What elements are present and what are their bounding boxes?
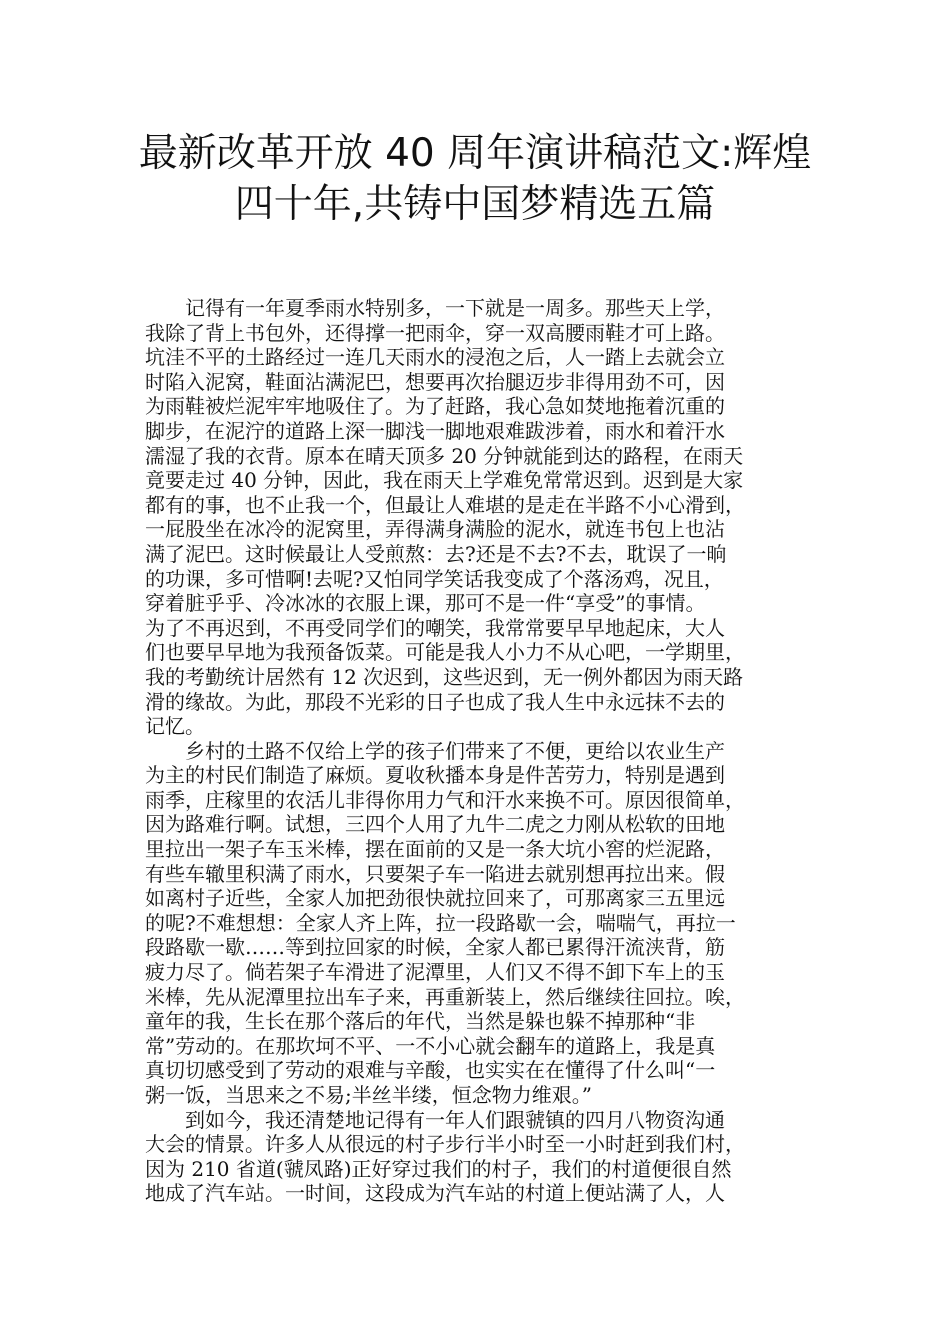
paragraph-1 bbox=[145, 296, 805, 739]
text-line: 真切切感受到了劳动的艰难与辛酸，也实实在在懂得了什么叫“一 bbox=[145, 1058, 716, 1083]
text-line: 童年的我，生长在那个落后的年代，当然是躲也躲不掉那种“非 bbox=[145, 1009, 696, 1034]
text-line: 大会的情景。许多人从很远的村子步行半小时至一小时赶到我们村， bbox=[145, 1132, 745, 1157]
text-line: 穿着脏乎乎、冷冰冰的衣服上课，那可不是一件“享受”的事情。 bbox=[145, 591, 706, 616]
text-line: 坑洼不平的土路经过一连几天雨水的浸泡之后，人一踏上去就会立 bbox=[145, 345, 725, 370]
document-body bbox=[145, 296, 805, 1206]
text-line: 有些车辙里积满了雨水，只要架子车一陷进去就别想再拉出来。假 bbox=[145, 861, 725, 886]
text-line: 时陷入泥窝，鞋面沾满泥巴，想要再次抬腿迈步非得用劲不可，因 bbox=[145, 369, 725, 394]
text-line: 因为 210 省道(虢凤路)正好穿过我们的村子，我们的村道便很自然 bbox=[145, 1156, 732, 1181]
title-line-2: 四十年,共铸中国梦精选五篇 bbox=[234, 182, 716, 227]
text-line: 我的考勤统计居然有 12 次迟到，这些迟到，无一例外都因为雨天路 bbox=[145, 664, 744, 689]
text-line: 为了不再迟到，不再受同学们的嘲笑，我常常要早早地起床，大人 bbox=[145, 615, 725, 640]
text-line: 的功课，多可惜啊!去呢?又怕同学笑话我变成了个落汤鸡，况且， bbox=[145, 566, 724, 591]
text-line: 们也要早早地为我预备饭菜。可能是我人小力不从心吧，一学期里， bbox=[145, 640, 745, 665]
text-line: 米棒，先从泥潭里拉出车子来，再重新装上，然后继续往回拉。唉， bbox=[145, 984, 745, 1009]
text-line: 一屁股坐在冰冷的泥窝里，弄得满身满脸的泥水，就连书包上也沾 bbox=[145, 517, 725, 542]
text-line: 到如今，我还清楚地记得有一年人们跟虢镇的四月八物资沟通 bbox=[145, 1107, 725, 1132]
title-line-1: 最新改革开放 40 周年演讲稿范文:辉煌 bbox=[138, 131, 812, 176]
text-line: 因为路难行啊。试想，三四个人用了九牛二虎之力刚从松软的田地 bbox=[145, 812, 725, 837]
text-line: 我除了背上书包外，还得撑一把雨伞，穿一双高腰雨鞋才可上路。 bbox=[145, 320, 725, 345]
text-line: 疲力尽了。倘若架子车滑进了泥潭里，人们又不得不卸下车上的玉 bbox=[145, 960, 725, 985]
text-line: 里拉出一架子车玉米棒，摆在面前的又是一条大坑小窖的烂泥路， bbox=[145, 837, 725, 862]
text-line: 滑的缘故。为此，那段不光彩的日子也成了我人生中永远抹不去的 bbox=[145, 689, 725, 714]
text-line: 濡湿了我的衣背。原本在晴天顶多 20 分钟就能到达的路程，在雨天 bbox=[145, 443, 744, 468]
text-line: 雨季，庄稼里的农活儿非得你用力气和汗水来换不可。原因很简单， bbox=[145, 787, 745, 812]
paragraph-2 bbox=[145, 739, 805, 1108]
paragraph-3 bbox=[145, 1108, 805, 1206]
text-line: 记忆。 bbox=[145, 714, 205, 739]
text-line: 脚步，在泥泞的道路上深一脚浅一脚地艰难跋涉着，雨水和着汗水 bbox=[145, 418, 725, 443]
text-line: 满了泥巴。这时候最让人受煎熬：去?还是不去?不去，耽误了一晌 bbox=[145, 541, 727, 566]
text-line: 如离村子近些，全家人加把劲很快就拉回来了，可那离家三五里远 bbox=[145, 886, 725, 911]
document-title bbox=[100, 128, 850, 230]
text-line: 竟要走过 40 分钟，因此，我在雨天上学难免常常迟到。迟到是大家 bbox=[145, 468, 744, 493]
text-line: 为主的村民们制造了麻烦。夏收秋播本身是件苦劳力，特别是遇到 bbox=[145, 763, 725, 788]
text-line: 乡村的土路不仅给上学的孩子们带来了不便，更给以农业生产 bbox=[145, 738, 725, 763]
text-line: 的呢?不难想想：全家人齐上阵，拉一段路歇一会，喘喘气，再拉一 bbox=[145, 910, 736, 935]
text-line: 地成了汽车站。一时间，这段成为汽车站的村道上便站满了人，人 bbox=[145, 1181, 725, 1206]
text-line: 粥一饭，当思来之不易;半丝半缕，恒念物力维艰。” bbox=[145, 1083, 592, 1107]
text-line: 记得有一年夏季雨水特别多，一下就是一周多。那些天上学， bbox=[145, 296, 725, 320]
text-line: 为雨鞋被烂泥牢牢地吸住了。为了赶路，我心急如焚地拖着沉重的 bbox=[145, 394, 725, 419]
text-line: 段路歇一歇……等到拉回家的时候，全家人都已累得汗流浃背，筋 bbox=[145, 935, 725, 960]
text-line: 都有的事，也不止我一个，但最让人难堪的是走在半路不小心滑到， bbox=[145, 492, 745, 517]
text-line: 常”劳动的。在那坎坷不平、一不小心就会翻车的道路上，我是真 bbox=[145, 1033, 716, 1058]
